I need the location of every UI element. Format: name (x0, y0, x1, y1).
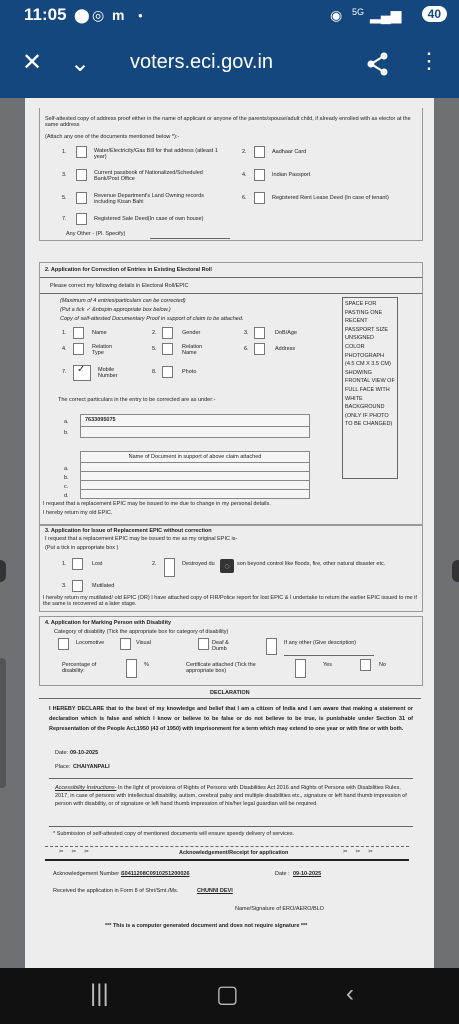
network-type: 5G (352, 7, 365, 17)
correct-label: The correct particulars in the entry to be corrected are as under:- (58, 397, 216, 403)
home-icon[interactable]: ▢ (216, 981, 239, 1008)
mutilated-checkbox[interactable] (72, 580, 83, 592)
attach-note: (Attach any one of the documents mentioned below *):- (45, 134, 180, 140)
doc-header: Name of Document in support of above claim attached (80, 451, 310, 463)
replacement-note: I request that a replacement EPIC may be issued to me due to change in my personal details. (43, 501, 271, 507)
item-label: Revenue Department's Land Owning records including Kisan Bahi (94, 193, 204, 205)
divider (39, 698, 421, 699)
declaration-title: DECLARATION (210, 690, 250, 696)
battery-level: 40 (422, 6, 447, 22)
status-bar (0, 0, 459, 32)
item-number: 4. (242, 172, 247, 178)
document-page (25, 98, 434, 968)
checkbox[interactable] (76, 213, 87, 225)
field-label: Name (92, 330, 107, 336)
app-m-icon: m (112, 7, 125, 23)
yes-label: Yes (323, 662, 332, 668)
divider (40, 277, 422, 278)
checkbox[interactable] (76, 192, 87, 204)
certificate-label: Certificate attached (Tick the appropriate box) (186, 662, 256, 674)
percent-sign: % (144, 662, 149, 668)
other-description-line (284, 655, 374, 656)
item-label: Registered Sale Deed(In case of own house) (94, 216, 204, 222)
footer-note: *** This is a computer generated document and does not require signature *** (105, 923, 308, 929)
checkbox[interactable] (76, 169, 87, 181)
field-label: Relation Name (182, 344, 203, 356)
field-number: 5. (152, 346, 157, 352)
lost-label: Lost (92, 561, 103, 567)
entry-value: 7633095075 (85, 417, 116, 423)
checkbox[interactable] (73, 327, 84, 339)
checkbox[interactable] (162, 343, 173, 355)
mutilated-label: Mutilated (92, 583, 115, 589)
close-icon[interactable]: ✕ (22, 49, 43, 76)
scissors-icon: ✂✂✂ (343, 849, 381, 855)
disability-option: Deaf & Dumb (212, 640, 229, 652)
lost-checkbox[interactable] (72, 558, 83, 570)
field-number: 7. (62, 369, 67, 375)
visual-checkbox[interactable] (120, 638, 131, 650)
declaration-date: 09-10-2025 (70, 750, 99, 756)
certificate-yes-checkbox[interactable] (295, 659, 306, 678)
field-number: 6. (244, 346, 249, 352)
scissors-icon: ✂✂✂ (59, 849, 97, 855)
divider (49, 826, 413, 827)
ack-date: 09-10-2025 (293, 871, 322, 877)
return-old-note: I hereby return my old EPIC. (43, 510, 113, 516)
item-number: 7. (62, 216, 67, 222)
correction-section (39, 262, 423, 526)
field-label: DoB/Age (275, 330, 298, 336)
checkbox[interactable] (162, 366, 173, 378)
percentage-field[interactable] (126, 659, 137, 678)
disability-option: Locomotive (76, 640, 105, 646)
disability-option: If any other (Give description) (284, 640, 357, 646)
back-icon[interactable]: ‹ (346, 980, 354, 1007)
doc-row-key: c. (64, 484, 69, 490)
share-icon[interactable] (366, 52, 390, 76)
item-label: Registered Rent Lease Deed (In case of tenant) (272, 195, 389, 201)
scrollbar-thumb[interactable] (0, 658, 6, 788)
field-number: 3. (244, 330, 249, 336)
recent-apps-icon[interactable]: ||| (90, 980, 109, 1007)
doc-row-key: a. (64, 466, 69, 472)
correction-title: 2. Application for Correction of Entries in Existing Electoral Roll (45, 267, 212, 273)
more-menu-icon[interactable]: ⋮ (418, 48, 440, 73)
declaration-date-label: Date: (55, 750, 69, 756)
entry-field[interactable] (80, 426, 310, 438)
address-proof-intro: Self-attested copy of address proof either in the name of applicant or anyone of the parents/spouse/adult child, if already enrolled with as elector at the same address (45, 116, 411, 128)
ack-date-label: Date : (275, 871, 290, 877)
ack-name: CHUNNI DEVI (197, 888, 233, 894)
other-checkbox[interactable] (266, 638, 277, 655)
cut-line (45, 846, 409, 847)
chevron-down-icon[interactable]: ⌄ (70, 50, 91, 77)
option-number: 1. (62, 561, 67, 567)
field-label: Address (275, 346, 296, 352)
item-number: 6. (242, 195, 247, 201)
no-label: No (379, 662, 387, 668)
field-number: 8. (152, 369, 157, 375)
right-edge-handle[interactable] (452, 560, 459, 582)
option-number: 3. (62, 583, 67, 589)
field-label: Relation Type (92, 344, 113, 356)
disability-section (39, 616, 423, 686)
return-text: I hereby return my mutilated/ old EPIC (OR) I have attached copy of FIR/Police report for lost EPIC & I undertake to return the earlier EPIC issued to me if the same is recovered at a later stage. (43, 595, 417, 607)
item-number: 3. (62, 172, 67, 178)
option-number: 2. (152, 561, 157, 567)
item-number: 1. (62, 149, 67, 155)
destroyed-label: Destroyed du (182, 561, 215, 567)
deaf-checkbox[interactable] (198, 638, 209, 650)
declaration-text: I HEREBY DECLARE that to the best of my knowledge and belief that I am a citizen of India and I am aware that making a statement or declaration which is false and which I know or believe to be false or do not believe to be true, is punishable under Section 31 of Representation of the People Act,1950 (43 of 1950) with imprisonment for a term which may extend to one year or with fine or with both. (49, 706, 413, 732)
disability-title: 4. Application for Marking Person with Disability (45, 620, 172, 626)
disability-option: Visual (136, 640, 151, 646)
max-note: (Maximum of 4 entries/particulars can be corrected) (60, 298, 186, 304)
checkbox[interactable] (73, 343, 84, 355)
hotspot-icon: ◉ (330, 7, 343, 23)
replacement-section (39, 524, 423, 612)
accessibility-text (55, 784, 415, 808)
photo-box: SPACE FOR PASTING ONE RECENT PASSPORT SIZE UNSIGNED COLOR PHOTOGRAPH (4.5 CM X 3.5 CM) SHOWING FRONTAL VIEW OF FULL FACE WITH WHITE BACKGROUND (ONLY IF PHOTO TO BE CHANGED) (342, 297, 398, 479)
checkbox[interactable] (254, 169, 265, 181)
other-label: Any Other - (Pl. Specify) (66, 231, 126, 237)
whatsapp-icon: ◎ (92, 7, 105, 23)
item-label: Current passbook of Nationalized/Scheduled Bank/Post Office (94, 170, 203, 182)
check-mark-icon: ✓ (77, 364, 86, 375)
dot-icon: ● (138, 11, 143, 20)
field-label: Photo (182, 369, 197, 375)
divider (45, 859, 409, 861)
doc-row-key: d. (64, 493, 69, 499)
ack-signature: Name/Signature of ERO/AERO/BLO (235, 906, 324, 912)
status-time: 11:05 (24, 5, 67, 24)
declaration-place: CHAIYANPALI (73, 764, 110, 770)
ack-title: Acknowledgement/Receipt for application (179, 850, 289, 856)
replacement-tick: (Put a tick in appropriate box ) (45, 545, 119, 551)
destroyed-rest: son beyond control like floods, fire, other natural disaster etc. (237, 561, 386, 567)
checkbox[interactable] (254, 343, 265, 355)
checkbox[interactable] (162, 327, 173, 339)
tick-note: (Put a tick ✓ &nbspin appropriate box below.) (60, 307, 171, 313)
declaration-place-label: Place: (55, 764, 71, 770)
pdf-viewer[interactable] (0, 98, 459, 968)
notification-icon: ⬤ (74, 7, 90, 23)
left-edge-handle[interactable] (0, 560, 6, 582)
ack-number: S0411208C0910251200026 (121, 871, 190, 877)
item-number: 5. (62, 195, 67, 201)
browser-toolbar (0, 32, 459, 98)
ack-received: Received the application in Form 8 of Shri/Smt./Ms. (53, 888, 179, 894)
entry-key: b. (64, 430, 69, 436)
percentage-label: Percentage of disability: (62, 662, 97, 674)
checkbox[interactable] (254, 327, 265, 339)
disability-category: Category of disability (Tick the appropriate box for category of disability) (54, 629, 229, 635)
replacement-request: I request that a replacement EPIC may be issued to me as my original EPIC is- (45, 536, 238, 542)
checkbox[interactable] (254, 146, 265, 158)
field-label: Mobile Number (98, 367, 118, 379)
field-number: 4. (62, 346, 67, 352)
replacement-title: 3. Application for Issue of Replacement EPIC without correction (45, 528, 212, 534)
divider (49, 778, 413, 779)
field-label: Gender (182, 330, 201, 336)
field-number: 1. (62, 330, 67, 336)
item-label: Water/Electricity/Gas Bill for that address (atleast 1 year) (94, 148, 218, 160)
accessibility-body: In the light of provisions of Rights of Persons with Disabilities Act 2016 and Rights of Persons with Disabilities Rules, 2017, in case of persons with intellectual disability, autism, cerebral palsy and multiple disabilities etc., signature or left hand thumb impression of person with disability, or of signature or left hand thumb impression of his/her legal guardian will be required. (55, 785, 407, 807)
ack-number-label: Acknowledgement Number - (53, 871, 123, 877)
other-line (150, 238, 230, 239)
accessibility-heading: Accessibility Instructions- (55, 785, 117, 791)
destroyed-checkbox[interactable] (164, 558, 175, 577)
locomotive-checkbox[interactable] (58, 638, 69, 650)
certificate-no-checkbox[interactable] (360, 659, 371, 671)
url-text[interactable]: voters.eci.gov.in (130, 51, 274, 73)
divider (40, 293, 422, 294)
doc-row[interactable] (80, 489, 310, 499)
item-label: Indian Passport (272, 172, 311, 178)
item-label: Aadhaar Card (272, 149, 307, 155)
field-number: 2. (152, 330, 157, 336)
entry-key: a. (64, 419, 69, 425)
correction-please: Please correct my following details in Electoral Roll/EPIC (50, 283, 189, 289)
checkbox[interactable] (76, 146, 87, 158)
checkbox[interactable] (254, 192, 265, 204)
copy-note: Copy of self-attested Documentary Proof in support of claim to be attached. (60, 316, 244, 322)
loading-spinner-icon: ◌ (220, 559, 234, 573)
signal-icon: ▂▄▆ (370, 7, 402, 23)
doc-row-key: b. (64, 475, 69, 481)
item-number: 2. (242, 149, 247, 155)
system-nav-bar (0, 968, 459, 1024)
submission-note: * Submission of self-attested copy of mentioned documents will ensure speedy delivery of services. (53, 831, 295, 837)
address-proof-section (39, 108, 423, 241)
